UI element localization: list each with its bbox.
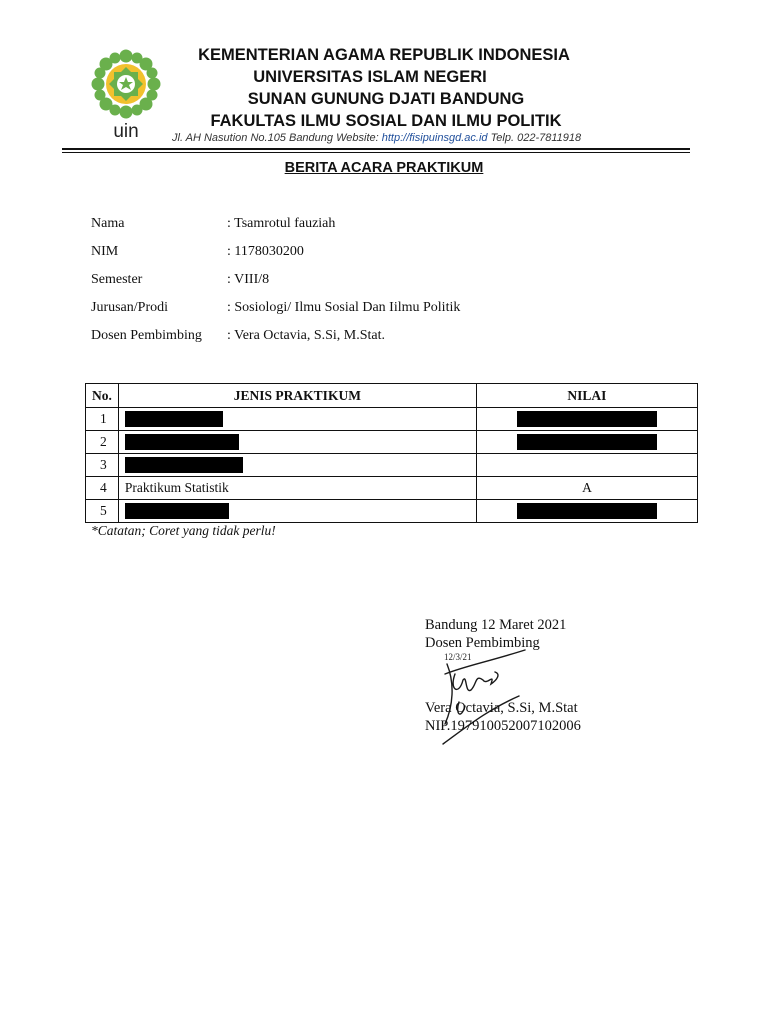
signature-name: Vera Octavia, S.Si, M.Stat <box>425 700 578 716</box>
redaction-block <box>125 434 239 450</box>
row-nilai-cell <box>476 500 697 523</box>
document-title: BERITA ACARA PRAKTIKUM <box>284 160 484 176</box>
table-header-row <box>86 384 698 408</box>
table-row <box>86 477 698 500</box>
field-label: Semester <box>91 272 143 287</box>
row-number: 2 <box>86 431 119 454</box>
redaction-block <box>517 434 657 450</box>
website-link[interactable]: http://fisipuinsgd.ac.id <box>381 132 488 144</box>
table-row <box>86 500 698 523</box>
practicum-table <box>85 383 698 523</box>
address-prefix: Jl. AH Nasution No.105 Bandung Website: <box>172 132 382 144</box>
row-nilai-cell <box>476 454 697 477</box>
ministry-heading: KEMENTERIAN AGAMA REPUBLIK INDONESIA <box>198 46 570 64</box>
header-no: No. <box>86 384 119 408</box>
university-heading: UNIVERSITAS ISLAM NEGERI <box>253 68 487 86</box>
row-number: 5 <box>86 500 119 523</box>
redaction-block <box>125 411 223 427</box>
redaction-block <box>125 503 229 519</box>
redaction-block <box>125 457 243 473</box>
field-value: : Sosiologi/ Ilmu Sosial Dan Iilmu Politik <box>227 300 461 315</box>
redaction-block <box>517 503 657 519</box>
table-row <box>86 408 698 431</box>
field-label: Nama <box>91 216 125 231</box>
header-rule-thick <box>62 148 690 150</box>
row-nilai-cell: A <box>476 477 697 500</box>
handwritten-date: 12/3/21 <box>444 652 472 662</box>
signature-role: Dosen Pembimbing <box>425 635 540 651</box>
logo-text: uin <box>113 121 139 140</box>
header-nilai: NILAI <box>476 384 697 408</box>
table-row <box>86 431 698 454</box>
field-value: : Vera Octavia, S.Si, M.Stat. <box>227 328 386 343</box>
row-number: 1 <box>86 408 119 431</box>
address-line <box>172 132 612 144</box>
field-label: NIM <box>91 244 119 259</box>
field-label: Jurusan/Prodi <box>91 300 168 315</box>
row-jenis-cell <box>118 500 476 523</box>
table-row <box>86 454 698 477</box>
footnote: *Catatan; Coret yang tidak perlu! <box>91 523 276 538</box>
row-jenis-cell <box>118 408 476 431</box>
header-jenis: JENIS PRAKTIKUM <box>118 384 476 408</box>
field-label: Dosen Pembimbing <box>91 328 202 343</box>
address-suffix: Telp. 022-7811918 <box>487 132 582 144</box>
signature-place-date: Bandung 12 Maret 2021 <box>425 617 567 633</box>
row-number: 3 <box>86 454 119 477</box>
header-rule-thin <box>62 152 690 153</box>
redaction-block <box>517 411 657 427</box>
campus-heading: SUNAN GUNUNG DJATI BANDUNG <box>247 90 525 108</box>
field-value: : VIII/8 <box>227 272 270 287</box>
row-nilai-cell <box>476 431 697 454</box>
row-number: 4 <box>86 477 119 500</box>
row-jenis-cell <box>118 431 476 454</box>
field-value: : 1178030200 <box>227 244 304 259</box>
row-jenis-cell <box>118 454 476 477</box>
row-jenis-cell: Praktikum Statistik <box>118 477 476 500</box>
row-nilai-cell <box>476 408 697 431</box>
signature-nip: NIP.197910052007102006 <box>425 718 581 734</box>
faculty-heading: FAKULTAS ILMU SOSIAL DAN ILMU POLITIK <box>210 112 562 130</box>
field-value: : Tsamrotul fauziah <box>227 216 336 231</box>
